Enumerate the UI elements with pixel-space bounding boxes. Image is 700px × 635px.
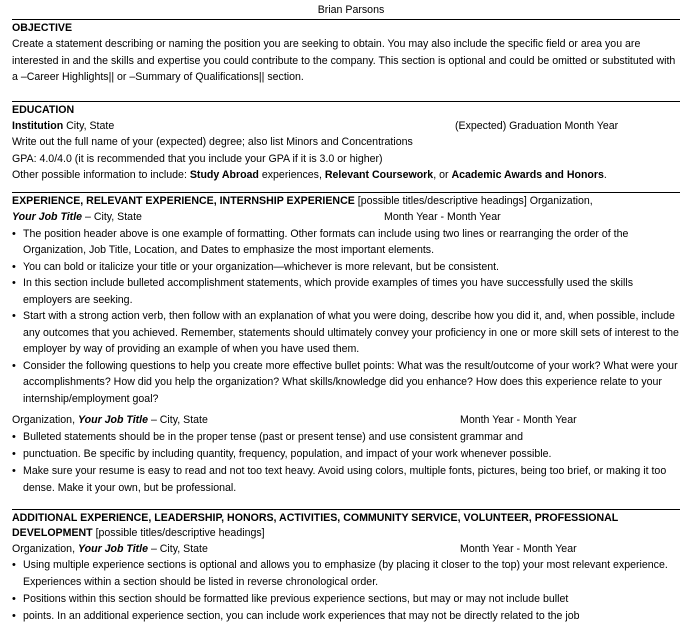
coursework-text: Relevant Coursework	[324, 169, 434, 181]
education-header-row	[12, 118, 680, 135]
awards-text: Academic Awards and Honors	[451, 169, 604, 181]
institution-name: Institution	[12, 119, 64, 132]
second-job-bullets	[12, 429, 680, 497]
list-item: • Bulleted statements should be in the proper tense (past or present tense) and use consistent grammar and	[12, 429, 680, 446]
other-info-prefix: Other possible information to include:	[12, 169, 190, 181]
list-item: • The position header above is one example of formatting. Other formats can include using two lines or rearranging the order of the Organization, Job Title, Location, and Dates to emphasize the most important elements.	[12, 226, 680, 259]
second-job-title: Your Job Title	[77, 414, 148, 426]
additional-heading-note: [possible titles/descriptive headings]	[92, 526, 265, 539]
job-location: – City, State	[82, 211, 142, 223]
list-item: • Start with a strong action verb, then follow with an explanation of what you were doing, describe how you did it, and, when possible, include any outcomes that you achieved. Remember, statements should ultimately convey your proficiency in one or more skill sets of interest to the employer by way of providing an example of when you have used them.	[12, 308, 680, 358]
additional-section	[12, 509, 680, 626]
other-info-end: .	[603, 169, 607, 181]
list-item: • You can bold or italicize your title or your organization—whichever is more relevant, but be consistent.	[12, 259, 680, 276]
additional-job-title: Your Job Title	[77, 542, 148, 555]
degree-line: Write out the full name of your (expected) degree; also list Minors and Concentrations	[12, 136, 413, 148]
second-job-dates: Month Year - Month Year	[460, 414, 577, 426]
additional-job-row	[12, 541, 680, 558]
experience-heading: EXPERIENCE, RELEVANT EXPERIENCE, INTERNSHIP EXPERIENCE	[12, 194, 355, 207]
job-title: Your Job Title	[12, 211, 83, 223]
list-item: • points. In an additional experience section, you can include work experiences that may not be directly related to the job	[12, 608, 680, 625]
objective-text: Create a statement describing or naming the position you are seeking to obtain. You may also include the specific field or area you are interested in and the skills and expertise you could contribute to the company. This section is optional and could be omitted or substituted with a –Career Highlights|| or –Summary of Qualifications|| section.	[12, 38, 676, 83]
list-item: • Consider the following questions to help you create more effective bullet points: What was the result/outcome of your work? What were your accomplishments? How did you help the organization? What skills/knowledge did you enhance? How does this experience relate to your internship/employment goal?	[12, 358, 680, 408]
additional-org: Organization,	[12, 542, 78, 555]
other-info-line	[12, 167, 680, 184]
additional-job-location: – City, State	[148, 542, 208, 555]
experience-heading-note: [possible titles/descriptive headings] Organization,	[354, 194, 593, 207]
list-item: • Using multiple experience sections is optional and allows you to emphasize (by placing it closer to the top) your most relevant experience. Experiences within a section should be listed in reverse chronological order.	[12, 557, 680, 591]
gpa-line: GPA: 4.0/4.0 (it is recommended that you include your GPA if it is 3.0 or higher)	[12, 152, 383, 165]
list-item: • punctuation. Be specific by including quantity, frequency, population, and impact of your work whenever possible.	[12, 446, 680, 463]
additional-job-dates: Month Year - Month Year	[460, 542, 577, 555]
graduation-date: (Expected) Graduation Month Year	[455, 119, 619, 132]
job-dates: Month Year - Month Year	[384, 211, 501, 223]
institution-location: City, State	[63, 119, 115, 132]
second-job-row	[12, 412, 680, 429]
resume-name: Brian Parsons	[317, 4, 385, 16]
experience-section	[12, 192, 680, 497]
additional-heading: DEVELOPMENT	[12, 526, 93, 539]
study-abroad-text: Study Abroad	[189, 169, 259, 181]
additional-heading-line2	[12, 526, 680, 541]
education-section	[12, 101, 680, 184]
additional-heading-line1: ADDITIONAL EXPERIENCE, LEADERSHIP, HONORS, ACTIVITIES, COMMUNITY SERVICE, VOLUNTEER, PROFESSIONAL	[12, 511, 619, 524]
list-item: • Positions within this section should be formatted like previous experience sections, but may or may not include bullet	[12, 591, 680, 608]
list-item: • In this section include bulleted accomplishment statements, which provide examples of times you have successfully used the skills employers are seeking.	[12, 275, 680, 308]
resume-page	[0, 2, 690, 635]
second-org: Organization,	[12, 414, 78, 426]
experience-bullets	[12, 226, 680, 408]
other-info-mid2: , or	[433, 169, 452, 181]
other-info-mid1: experiences,	[258, 169, 325, 181]
list-item: • Make sure your resume is easy to read and not too text heavy. Avoid using colors, multiple fonts, pictures, being too brief, or making it too dense. Make it your own, but be professional.	[12, 463, 680, 497]
experience-job-row	[12, 209, 680, 226]
second-job-location: – City, State	[148, 414, 208, 426]
additional-bullets	[12, 557, 680, 625]
objective-section	[12, 19, 680, 86]
objective-heading: OBJECTIVE	[12, 22, 73, 34]
experience-heading-line	[12, 193, 680, 210]
education-heading: EDUCATION	[12, 103, 75, 116]
